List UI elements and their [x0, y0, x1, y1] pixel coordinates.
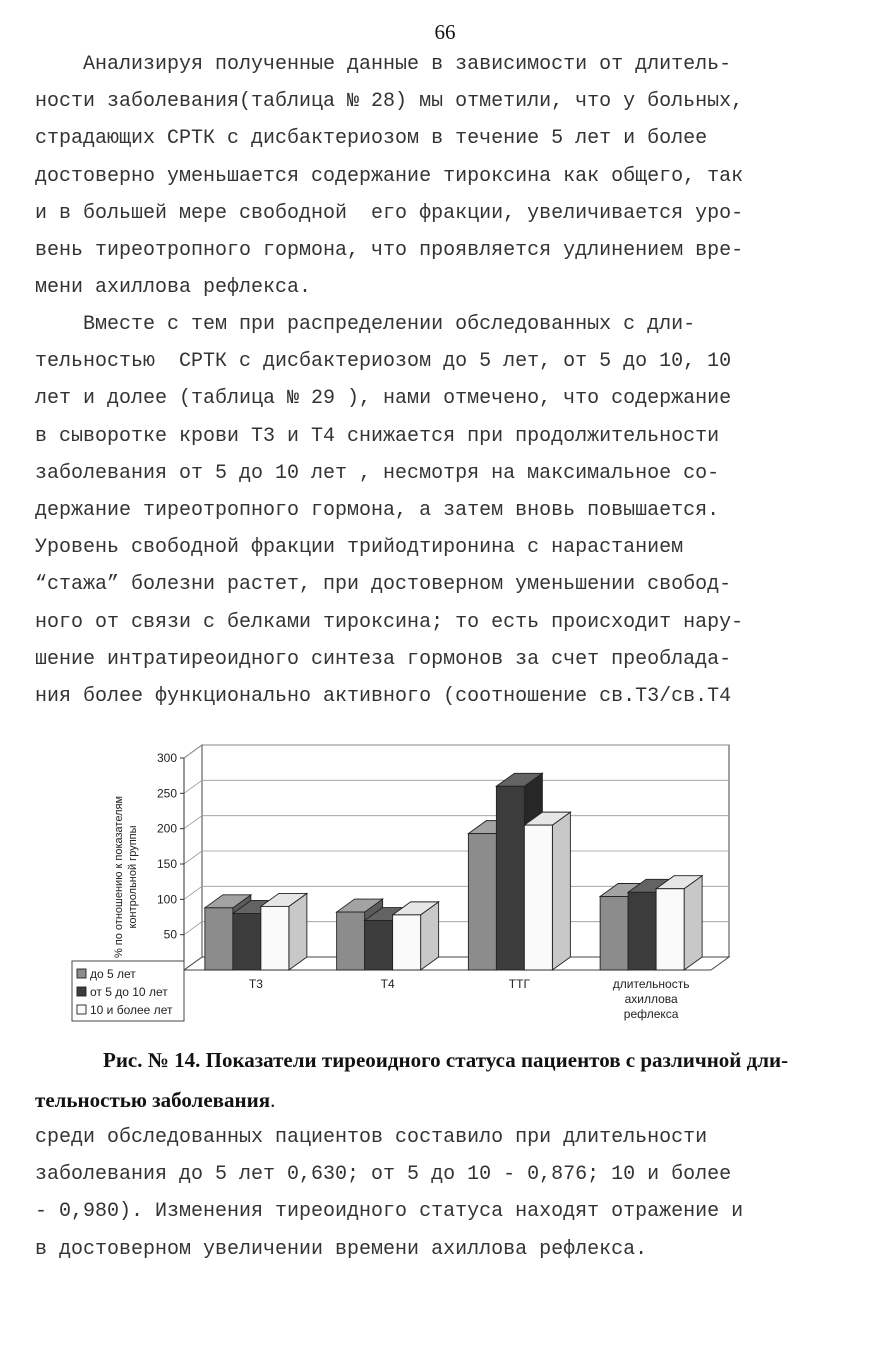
text-line: Уровень свободной фракции трийодтиронина с нарастанием [35, 536, 684, 560]
bar [524, 825, 552, 970]
bar [496, 786, 524, 970]
legend-label: до 5 лет [90, 967, 136, 981]
caption-label: Рис. № 14. [103, 1048, 201, 1072]
text-line: “стажа” болезни растет, при достоверном уменьшении свобод- [35, 573, 732, 597]
paragraph-2 [35, 306, 865, 715]
text-line: лет и долее (таблица № 29 ), нами отмечено, что содержание [35, 387, 732, 411]
legend-swatch [77, 969, 86, 978]
legend-label: 10 и более лет [90, 1003, 173, 1017]
caption-tail: . [270, 1088, 276, 1112]
bar [365, 921, 393, 970]
y-axis-label: контрольной группы [127, 825, 139, 929]
x-tick-label: ахиллова [624, 992, 678, 1006]
y-tick-label: 100 [156, 892, 177, 907]
text-line: тельностью СРТК с дисбактериозом до 5 лет, от 5 до 10, 10 [35, 350, 732, 374]
bar [656, 889, 684, 970]
text-line: ного от связи с белками тироксина; то есть происходит нару- [35, 610, 744, 634]
y-axis-label: % по отношению к показателям [113, 795, 125, 959]
x-tick-label: ТТГ [508, 977, 530, 991]
bar [393, 915, 421, 970]
text-line: достоверно уменьшается содержание тироксина как общего, так [35, 164, 744, 188]
text-line: среди обследованных пациентов составило при длительности [35, 1126, 708, 1149]
text-line: в сыворотке крови Т3 и Т4 снижается при продолжительности [35, 424, 720, 448]
legend-label: от 5 до 10 лет [90, 985, 168, 999]
figure-caption [35, 1040, 865, 1120]
text-line: Анализируя полученные данные в зависимости от длитель- [35, 53, 732, 76]
bar-chart [60, 735, 760, 1035]
y-tick-label: 300 [156, 751, 177, 765]
text-line: Вместе с тем при распределении обследованных с дли- [35, 313, 696, 336]
text-line: держание тиреотропного гормона, а затем вновь повышается. [35, 498, 720, 522]
x-tick-label: Т4 [380, 977, 395, 991]
y-tick-label: 250 [156, 786, 177, 801]
bar [628, 892, 656, 970]
text-line: ния более функционально активного (соотношение св.Т3/св.Т4 [35, 684, 732, 708]
bar-side [552, 812, 570, 970]
bar [600, 897, 628, 970]
legend-swatch [77, 1005, 86, 1014]
y-tick-label: 150 [156, 857, 177, 871]
text-line: и в большей мере свободной его фракции, увеличивается уро- [35, 201, 744, 225]
text-line: шение интратиреоидного синтеза гормонов за счет преоблада- [35, 647, 732, 671]
y-tick-label: 50 [163, 927, 177, 942]
text-line: - 0,980). Изменения тиреоидного статуса находят отражение и [35, 1200, 744, 1224]
x-tick-label: Т3 [248, 977, 263, 991]
y-tick-label: 200 [156, 821, 177, 836]
text-line: мени ахиллова рефлекса. [35, 276, 312, 300]
bar-side [684, 876, 702, 970]
paragraph-3 [35, 1119, 865, 1268]
x-tick-label: длительность [612, 977, 690, 991]
text-line: ности заболевания(таблица № 28) мы отметили, что у больных, [35, 90, 744, 114]
text-line: страдающих СРТК с дисбактериозом в течение 5 лет и более [35, 127, 708, 151]
legend-swatch [77, 987, 86, 996]
caption-text-line2: тельностью заболевания [35, 1088, 271, 1112]
bar [337, 912, 365, 970]
text-line: в достоверном увеличении времени ахиллова рефлекса. [35, 1237, 648, 1261]
figure-14 [60, 735, 760, 1035]
page-number: 66 [434, 20, 456, 44]
bar [233, 913, 261, 970]
caption-text: Показатели тиреоидного статуса пациентов с различной дли- [200, 1048, 789, 1072]
bar [205, 908, 233, 970]
paragraph-1 [35, 46, 865, 306]
x-tick-label: рефлекса [623, 1007, 679, 1021]
text-line: заболевания до 5 лет 0,630; от 5 до 10 - 0,876; 10 и более [35, 1163, 732, 1187]
text-line: заболевания от 5 до 10 лет , несмотря на максимальное со- [35, 461, 720, 485]
text-line: вень тиреотропного гормона, что проявляется удлинением вре- [35, 238, 744, 262]
bar [261, 906, 289, 970]
bar [468, 834, 496, 970]
